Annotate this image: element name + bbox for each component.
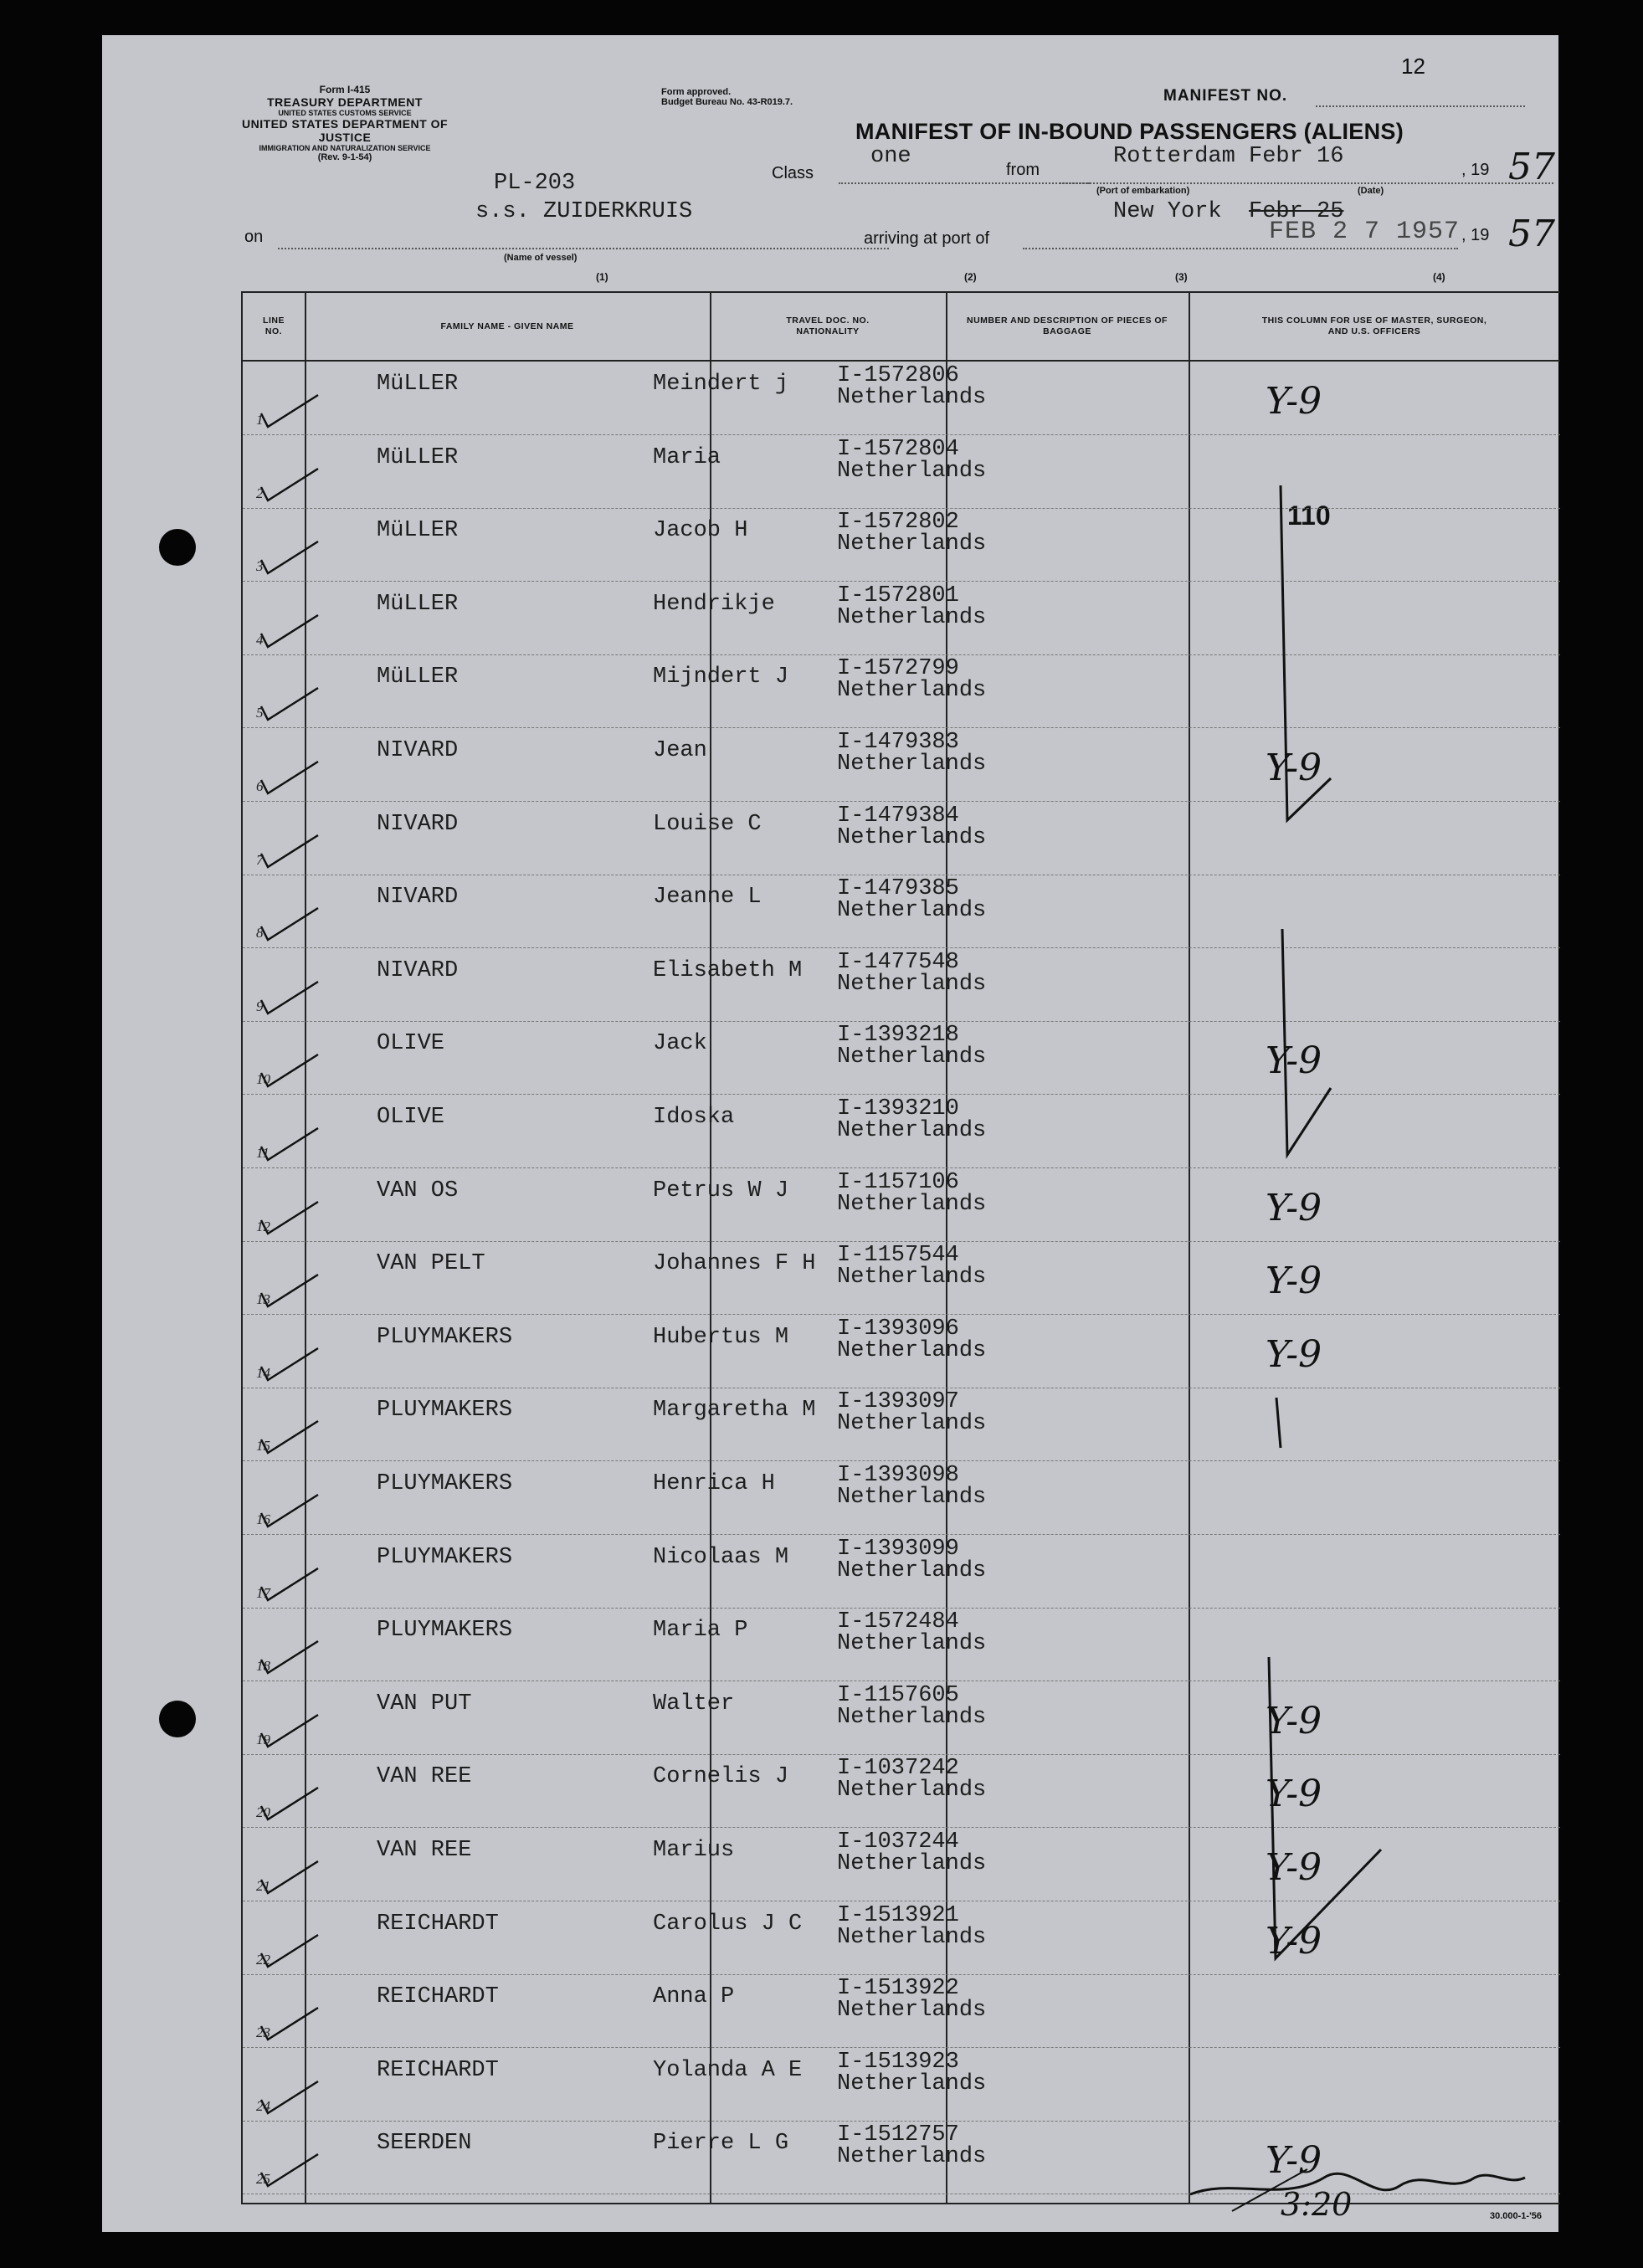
manifest-no-label: MANIFEST NO. xyxy=(1163,87,1288,105)
arriving-port: New York xyxy=(1113,199,1222,224)
nationality: Netherlands xyxy=(837,1924,987,1950)
officer-mark: Y-9 xyxy=(1266,1846,1322,1889)
given-name: Johannes F H xyxy=(653,1251,816,1277)
nationality: Netherlands xyxy=(837,1118,987,1143)
line-number: 9 xyxy=(256,998,264,1014)
travel-doc-number: I-1037244 xyxy=(837,1829,959,1855)
pl-code: PL-203 xyxy=(494,171,576,196)
given-name: Margaretha M xyxy=(653,1398,816,1424)
travel-doc-number: I-1479384 xyxy=(837,803,959,829)
line-number: 24 xyxy=(256,2097,270,2114)
family-name: VAN PELT xyxy=(377,1251,485,1277)
travel-doc-number: I-1479383 xyxy=(837,730,959,755)
nationality: Netherlands xyxy=(837,752,987,777)
nationality: Netherlands xyxy=(837,1411,987,1437)
travel-doc xyxy=(837,1902,987,1950)
from-label: from xyxy=(1006,161,1040,179)
family-name: NIVARD xyxy=(377,885,459,911)
family-name: NIVARD xyxy=(377,811,459,837)
nationality: Netherlands xyxy=(837,1337,987,1363)
nationality: Netherlands xyxy=(837,678,987,704)
given-name: Carolus J C xyxy=(653,1911,803,1937)
given-name: Maria xyxy=(653,444,721,470)
arriving-struck-date: Febr 25 xyxy=(1249,199,1344,224)
form-code: 30.000-1-'56 xyxy=(1490,2211,1542,2221)
nationality: Netherlands xyxy=(837,1265,987,1291)
officer-mark: Y-9 xyxy=(1266,1773,1322,1816)
travel-doc xyxy=(837,582,987,630)
travel-doc-number: I-1513922 xyxy=(837,1976,959,2002)
column-number-1: (1) xyxy=(596,271,608,283)
given-name: Jacob H xyxy=(653,518,748,544)
line-number: 8 xyxy=(256,925,264,942)
travel-doc xyxy=(837,731,986,775)
travel-doc-number: I-1393099 xyxy=(837,1536,959,1562)
officer-mark: Y-9 xyxy=(1266,747,1322,789)
column-number-3: (3) xyxy=(1175,271,1188,283)
travel-doc-number: I-1572802 xyxy=(837,510,959,536)
arrival-date-stamp: FEB 2 7 1957 xyxy=(1269,218,1461,246)
travel-doc xyxy=(837,1389,987,1437)
travel-doc xyxy=(837,1465,986,1508)
travel-doc-number: I-1393098 xyxy=(837,1463,959,1488)
line-number: 6 xyxy=(256,778,264,794)
nationality: Netherlands xyxy=(837,1557,987,1583)
nationality: Netherlands xyxy=(837,1704,987,1730)
line-number: 15 xyxy=(256,1438,270,1455)
inspector-signature-code: 3:20 xyxy=(1281,2186,1353,2223)
travel-doc-number: I-1157605 xyxy=(837,1682,959,1708)
travel-doc xyxy=(837,1831,986,1875)
given-name: Louise C xyxy=(653,811,762,837)
travel-doc-number: I-1157106 xyxy=(837,1169,959,1195)
header-officers: THIS COLUMN FOR USE OF MASTER, SURGEON, AND U.S. OFFICERS xyxy=(1261,316,1487,336)
year-prefix-1: , 19 xyxy=(1461,161,1490,179)
form-number: Form I-415 xyxy=(319,84,371,95)
margin-note: 110 xyxy=(1287,500,1331,531)
given-name: Jack xyxy=(653,1031,707,1057)
line-number: 25 xyxy=(256,2171,270,2188)
nationality: Netherlands xyxy=(837,1044,987,1070)
given-name: Jeanne L xyxy=(653,885,762,911)
nationality: Netherlands xyxy=(837,1778,987,1804)
family-name: NIVARD xyxy=(377,738,459,763)
travel-doc-number: I-1393097 xyxy=(837,1389,959,1415)
line-number: 7 xyxy=(256,851,264,868)
travel-doc-number: I-1393218 xyxy=(837,1023,959,1049)
nationality: Netherlands xyxy=(837,1631,987,1657)
travel-doc-number: I-1479385 xyxy=(837,876,959,902)
nationality: Netherlands xyxy=(837,2144,987,2170)
passenger-table xyxy=(241,291,1560,2204)
line-number: 23 xyxy=(256,2024,270,2041)
nationality: Netherlands xyxy=(837,385,987,410)
approval-block xyxy=(661,87,793,107)
budget-bureau: Budget Bureau No. 43-R019.7. xyxy=(661,97,793,107)
date-caption: (Date) xyxy=(1358,186,1384,196)
officer-brackets xyxy=(1189,360,1560,2201)
travel-doc-number: I-1572806 xyxy=(837,363,959,388)
port-embark-caption: (Port of embarkation) xyxy=(1096,186,1190,196)
travel-doc xyxy=(837,511,986,555)
line-number: 2 xyxy=(256,485,264,501)
agency-block xyxy=(219,84,470,162)
travel-doc xyxy=(837,949,987,997)
vessel-caption: (Name of vessel) xyxy=(504,253,578,263)
given-name: Hubertus M xyxy=(653,1324,789,1350)
line-number: 16 xyxy=(256,1511,270,1527)
manifest-title: MANIFEST OF IN-BOUND PASSENGERS (ALIENS) xyxy=(855,119,1404,144)
year-handwritten-1: 57 xyxy=(1508,146,1555,188)
travel-doc xyxy=(837,1243,987,1291)
line-number: 17 xyxy=(256,1584,270,1601)
family-name: VAN REE xyxy=(377,1764,472,1790)
travel-doc-number: I-1572804 xyxy=(837,436,959,462)
travel-doc xyxy=(837,2124,986,2168)
year-handwritten-2: 57 xyxy=(1508,213,1555,255)
dept-justice: UNITED STATES DEPARTMENT OF JUSTICE xyxy=(241,117,449,144)
travel-doc xyxy=(837,1169,987,1217)
travel-doc-number: I-1513923 xyxy=(837,2049,959,2075)
line-number: 13 xyxy=(256,1291,270,1308)
line-number: 10 xyxy=(256,1071,270,1088)
binder-hole-top xyxy=(159,529,196,566)
officer-mark: Y-9 xyxy=(1266,1260,1322,1303)
given-name: Hendrikje xyxy=(653,591,775,617)
line-number: 4 xyxy=(256,631,264,648)
travel-doc xyxy=(837,1024,986,1068)
officer-mark: Y-9 xyxy=(1266,1186,1322,1229)
nationality: Netherlands xyxy=(837,898,987,924)
officer-mark: Y-9 xyxy=(1266,1699,1322,1742)
travel-doc xyxy=(837,1682,987,1730)
family-name: PLUYMAKERS xyxy=(377,1471,513,1496)
line-number: 3 xyxy=(256,558,264,575)
travel-doc-number: I-1157544 xyxy=(837,1243,959,1269)
family-name: MüLLER xyxy=(377,518,459,544)
travel-doc xyxy=(837,2051,986,2095)
family-name: REICHARDT xyxy=(377,1984,499,2010)
travel-doc xyxy=(837,1538,986,1582)
dept-customs: UNITED STATES CUSTOMS SERVICE xyxy=(278,109,412,117)
class-value: one xyxy=(870,144,911,169)
family-name: SEERDEN xyxy=(377,2131,472,2157)
header-travel-doc: TRAVEL DOC. NO. NATIONALITY xyxy=(786,316,870,336)
line-number: 14 xyxy=(256,1364,270,1381)
family-name: REICHARDT xyxy=(377,1911,499,1937)
line-number: 18 xyxy=(256,1658,270,1675)
officer-mark: Y-9 xyxy=(1266,1919,1322,1963)
given-name: Walter xyxy=(653,1691,735,1716)
line-number: 19 xyxy=(256,1731,270,1747)
travel-doc-number: I-1512757 xyxy=(837,2122,959,2148)
nationality: Netherlands xyxy=(837,458,987,484)
line-number: 20 xyxy=(256,1804,270,1821)
family-name: PLUYMAKERS xyxy=(377,1544,513,1570)
dept-treasury: TREASURY DEPARTMENT xyxy=(267,95,423,109)
officer-mark: Y-9 xyxy=(1266,380,1322,423)
travel-doc-number: I-1037242 xyxy=(837,1756,959,1782)
family-name: NIVARD xyxy=(377,957,459,983)
travel-doc xyxy=(837,1611,986,1655)
family-name: MüLLER xyxy=(377,372,459,397)
travel-doc xyxy=(837,876,987,924)
travel-doc xyxy=(837,1098,986,1142)
nationality: Netherlands xyxy=(837,1191,987,1217)
nationality: Netherlands xyxy=(837,971,987,997)
nationality: Netherlands xyxy=(837,1851,987,1876)
vessel-name: s.s. ZUIDERKRUIS xyxy=(475,199,693,224)
line-number: 12 xyxy=(256,1218,270,1234)
nationality: Netherlands xyxy=(837,2070,987,2096)
nationality: Netherlands xyxy=(837,604,987,630)
given-name: Jean xyxy=(653,738,707,763)
column-number-2: (2) xyxy=(964,271,977,283)
officer-mark: Y-9 xyxy=(1266,1039,1322,1083)
family-name: MüLLER xyxy=(377,591,459,617)
given-name: Mijndert J xyxy=(653,664,789,690)
given-name: Idoska xyxy=(653,1105,735,1130)
family-name: PLUYMAKERS xyxy=(377,1398,513,1424)
arriving-label: arriving at port of xyxy=(864,229,990,248)
dept-ins: IMMIGRATION AND NATURALIZATION SERVICE xyxy=(259,144,431,152)
travel-doc xyxy=(837,805,986,849)
header-baggage: NUMBER AND DESCRIPTION OF PIECES OF BAGGAGE xyxy=(967,316,1168,336)
travel-doc-number: I-1477548 xyxy=(837,949,959,975)
given-name: Pierre L G xyxy=(653,2131,789,2157)
family-name: PLUYMAKERS xyxy=(377,1324,513,1350)
officer-mark: Y-9 xyxy=(1266,2139,1322,2183)
travel-doc-number: I-1572799 xyxy=(837,656,959,682)
given-name: Elisabeth M xyxy=(653,957,803,983)
travel-doc-number: I-1393096 xyxy=(837,1316,959,1342)
given-name: Meindert j xyxy=(653,372,789,397)
family-name: OLIVE xyxy=(377,1105,445,1130)
nationality: Netherlands xyxy=(837,1998,987,2024)
family-name: PLUYMAKERS xyxy=(377,1618,513,1644)
given-name: Henrica H xyxy=(653,1471,775,1496)
nationality: Netherlands xyxy=(837,824,987,850)
manifest-page xyxy=(102,35,1558,2232)
given-name: Anna P xyxy=(653,1984,735,2010)
line-number: 21 xyxy=(256,1878,270,1894)
nationality: Netherlands xyxy=(837,531,987,557)
family-name: VAN PUT xyxy=(377,1691,472,1716)
on-label: on xyxy=(244,228,264,246)
family-name: VAN OS xyxy=(377,1178,459,1203)
nationality: Netherlands xyxy=(837,1485,987,1510)
given-name: Marius xyxy=(653,1838,735,1863)
class-label: Class xyxy=(772,164,814,182)
travel-doc-number: I-1572484 xyxy=(837,1609,959,1635)
travel-doc xyxy=(837,365,986,408)
revision: (Rev. 9-1-54) xyxy=(317,152,372,162)
family-name: VAN REE xyxy=(377,1838,472,1863)
travel-doc xyxy=(837,1318,986,1362)
form-approved: Form approved. xyxy=(661,87,732,97)
inspector-signature xyxy=(1182,2153,1533,2228)
page-number: 12 xyxy=(1401,54,1425,79)
travel-doc-number: I-1513921 xyxy=(837,1902,959,1928)
given-name: Yolanda A E xyxy=(653,2057,803,2083)
travel-doc-number: I-1572801 xyxy=(837,582,959,608)
line-number: 22 xyxy=(256,1951,270,1968)
family-name: MüLLER xyxy=(377,664,459,690)
travel-doc-number: I-1393210 xyxy=(837,1096,959,1121)
travel-doc xyxy=(837,656,987,704)
officer-mark: Y-9 xyxy=(1266,1332,1322,1376)
year-prefix-2: , 19 xyxy=(1461,226,1490,244)
header-name: FAMILY NAME - GIVEN NAME xyxy=(440,321,574,331)
binder-hole-bottom xyxy=(159,1701,196,1737)
given-name: Nicolaas M xyxy=(653,1544,789,1570)
given-name: Petrus W J xyxy=(653,1178,789,1203)
family-name: OLIVE xyxy=(377,1031,445,1057)
travel-doc xyxy=(837,1976,987,2024)
given-name: Cornelis J xyxy=(653,1764,789,1790)
line-number: 1 xyxy=(256,412,264,428)
column-number-4: (4) xyxy=(1433,271,1445,283)
line-number: 11 xyxy=(256,1145,270,1161)
travel-doc xyxy=(837,436,987,484)
from-value: Rotterdam Febr 16 xyxy=(1113,144,1344,169)
line-number: 5 xyxy=(256,705,264,721)
given-name: Maria P xyxy=(653,1618,748,1644)
travel-doc xyxy=(837,1756,987,1804)
header-line-no: LINE NO. xyxy=(263,316,285,336)
family-name: REICHARDT xyxy=(377,2057,499,2083)
family-name: MüLLER xyxy=(377,444,459,470)
